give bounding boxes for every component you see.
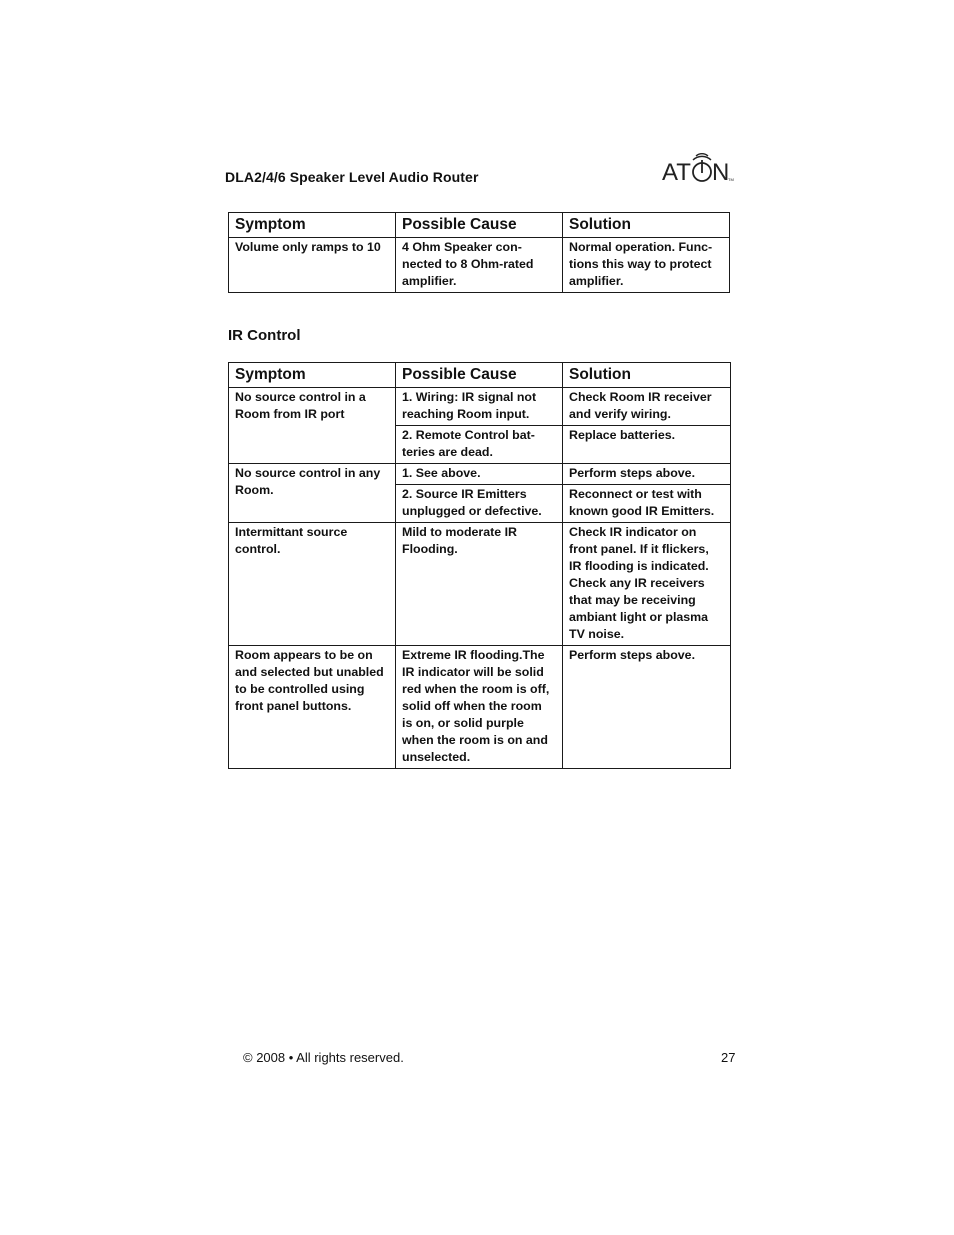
table-cell: Normal operation. Func- tions this way to protect amplifier. [563, 238, 730, 293]
solution-cell: Replace batteries. [563, 426, 731, 464]
document-header-title: DLA2/4/6 Speaker Level Audio Router [225, 169, 479, 185]
table-row [229, 464, 731, 485]
copyright-notice: © 2008 • All rights reserved. [243, 1050, 404, 1065]
table-row [229, 646, 731, 769]
solution-cell: Perform steps above. [563, 464, 731, 485]
svg-text:AT: AT [662, 159, 691, 186]
page-number: 27 [721, 1050, 736, 1065]
cause-cell: 1. Wiring: IR signal not reaching Room input. [396, 388, 563, 426]
svg-text:TM: TM [728, 177, 734, 182]
ir-control-heading: IR Control [228, 327, 301, 344]
table-header-row [229, 213, 730, 238]
symptom-cell: Intermittant source control. [229, 523, 396, 646]
table-header-row [229, 363, 731, 388]
svg-text:N: N [712, 159, 730, 186]
column-header: Possible Cause [396, 213, 563, 238]
ir-control-table [228, 362, 731, 769]
table-cell: 4 Ohm Speaker con- nected to 8 Ohm-rated amplifier. [396, 238, 563, 293]
table-row [229, 388, 731, 426]
column-header: Solution [563, 213, 730, 238]
column-header: Symptom [229, 363, 396, 388]
table-cell: Volume only ramps to 10 [229, 238, 396, 293]
symptom-cell: No source control in a Room from IR port [229, 388, 396, 464]
solution-cell: Perform steps above. [563, 646, 731, 769]
solution-cell: Check IR indicator on front panel. If it flickers, IR flooding is indicated. Check any IR receivers that may be receiving ambiant light or plasma TV noise. [563, 523, 731, 646]
aton-logo [662, 150, 734, 192]
cause-cell: 2. Source IR Emitters unplugged or defective. [396, 485, 563, 523]
solution-cell: Check Room IR receiver and verify wiring. [563, 388, 731, 426]
symptom-cell: Room appears to be on and selected but unabled to be controlled using front panel buttons. [229, 646, 396, 769]
column-header: Symptom [229, 213, 396, 238]
speaker-troubleshooting-table [228, 212, 730, 293]
cause-cell: 1. See above. [396, 464, 563, 485]
table-row [229, 523, 731, 646]
cause-cell: 2. Remote Control bat- teries are dead. [396, 426, 563, 464]
solution-cell: Reconnect or test with known good IR Emitters. [563, 485, 731, 523]
symptom-cell: No source control in any Room. [229, 464, 396, 523]
cause-cell: Mild to moderate IR Flooding. [396, 523, 563, 646]
table-row [229, 238, 730, 293]
column-header: Solution [563, 363, 731, 388]
column-header: Possible Cause [396, 363, 563, 388]
cause-cell: Extreme IR flooding.The IR indicator will be solid red when the room is off, solid off when the room is on, or solid purple when the room is on and unselected. [396, 646, 563, 769]
